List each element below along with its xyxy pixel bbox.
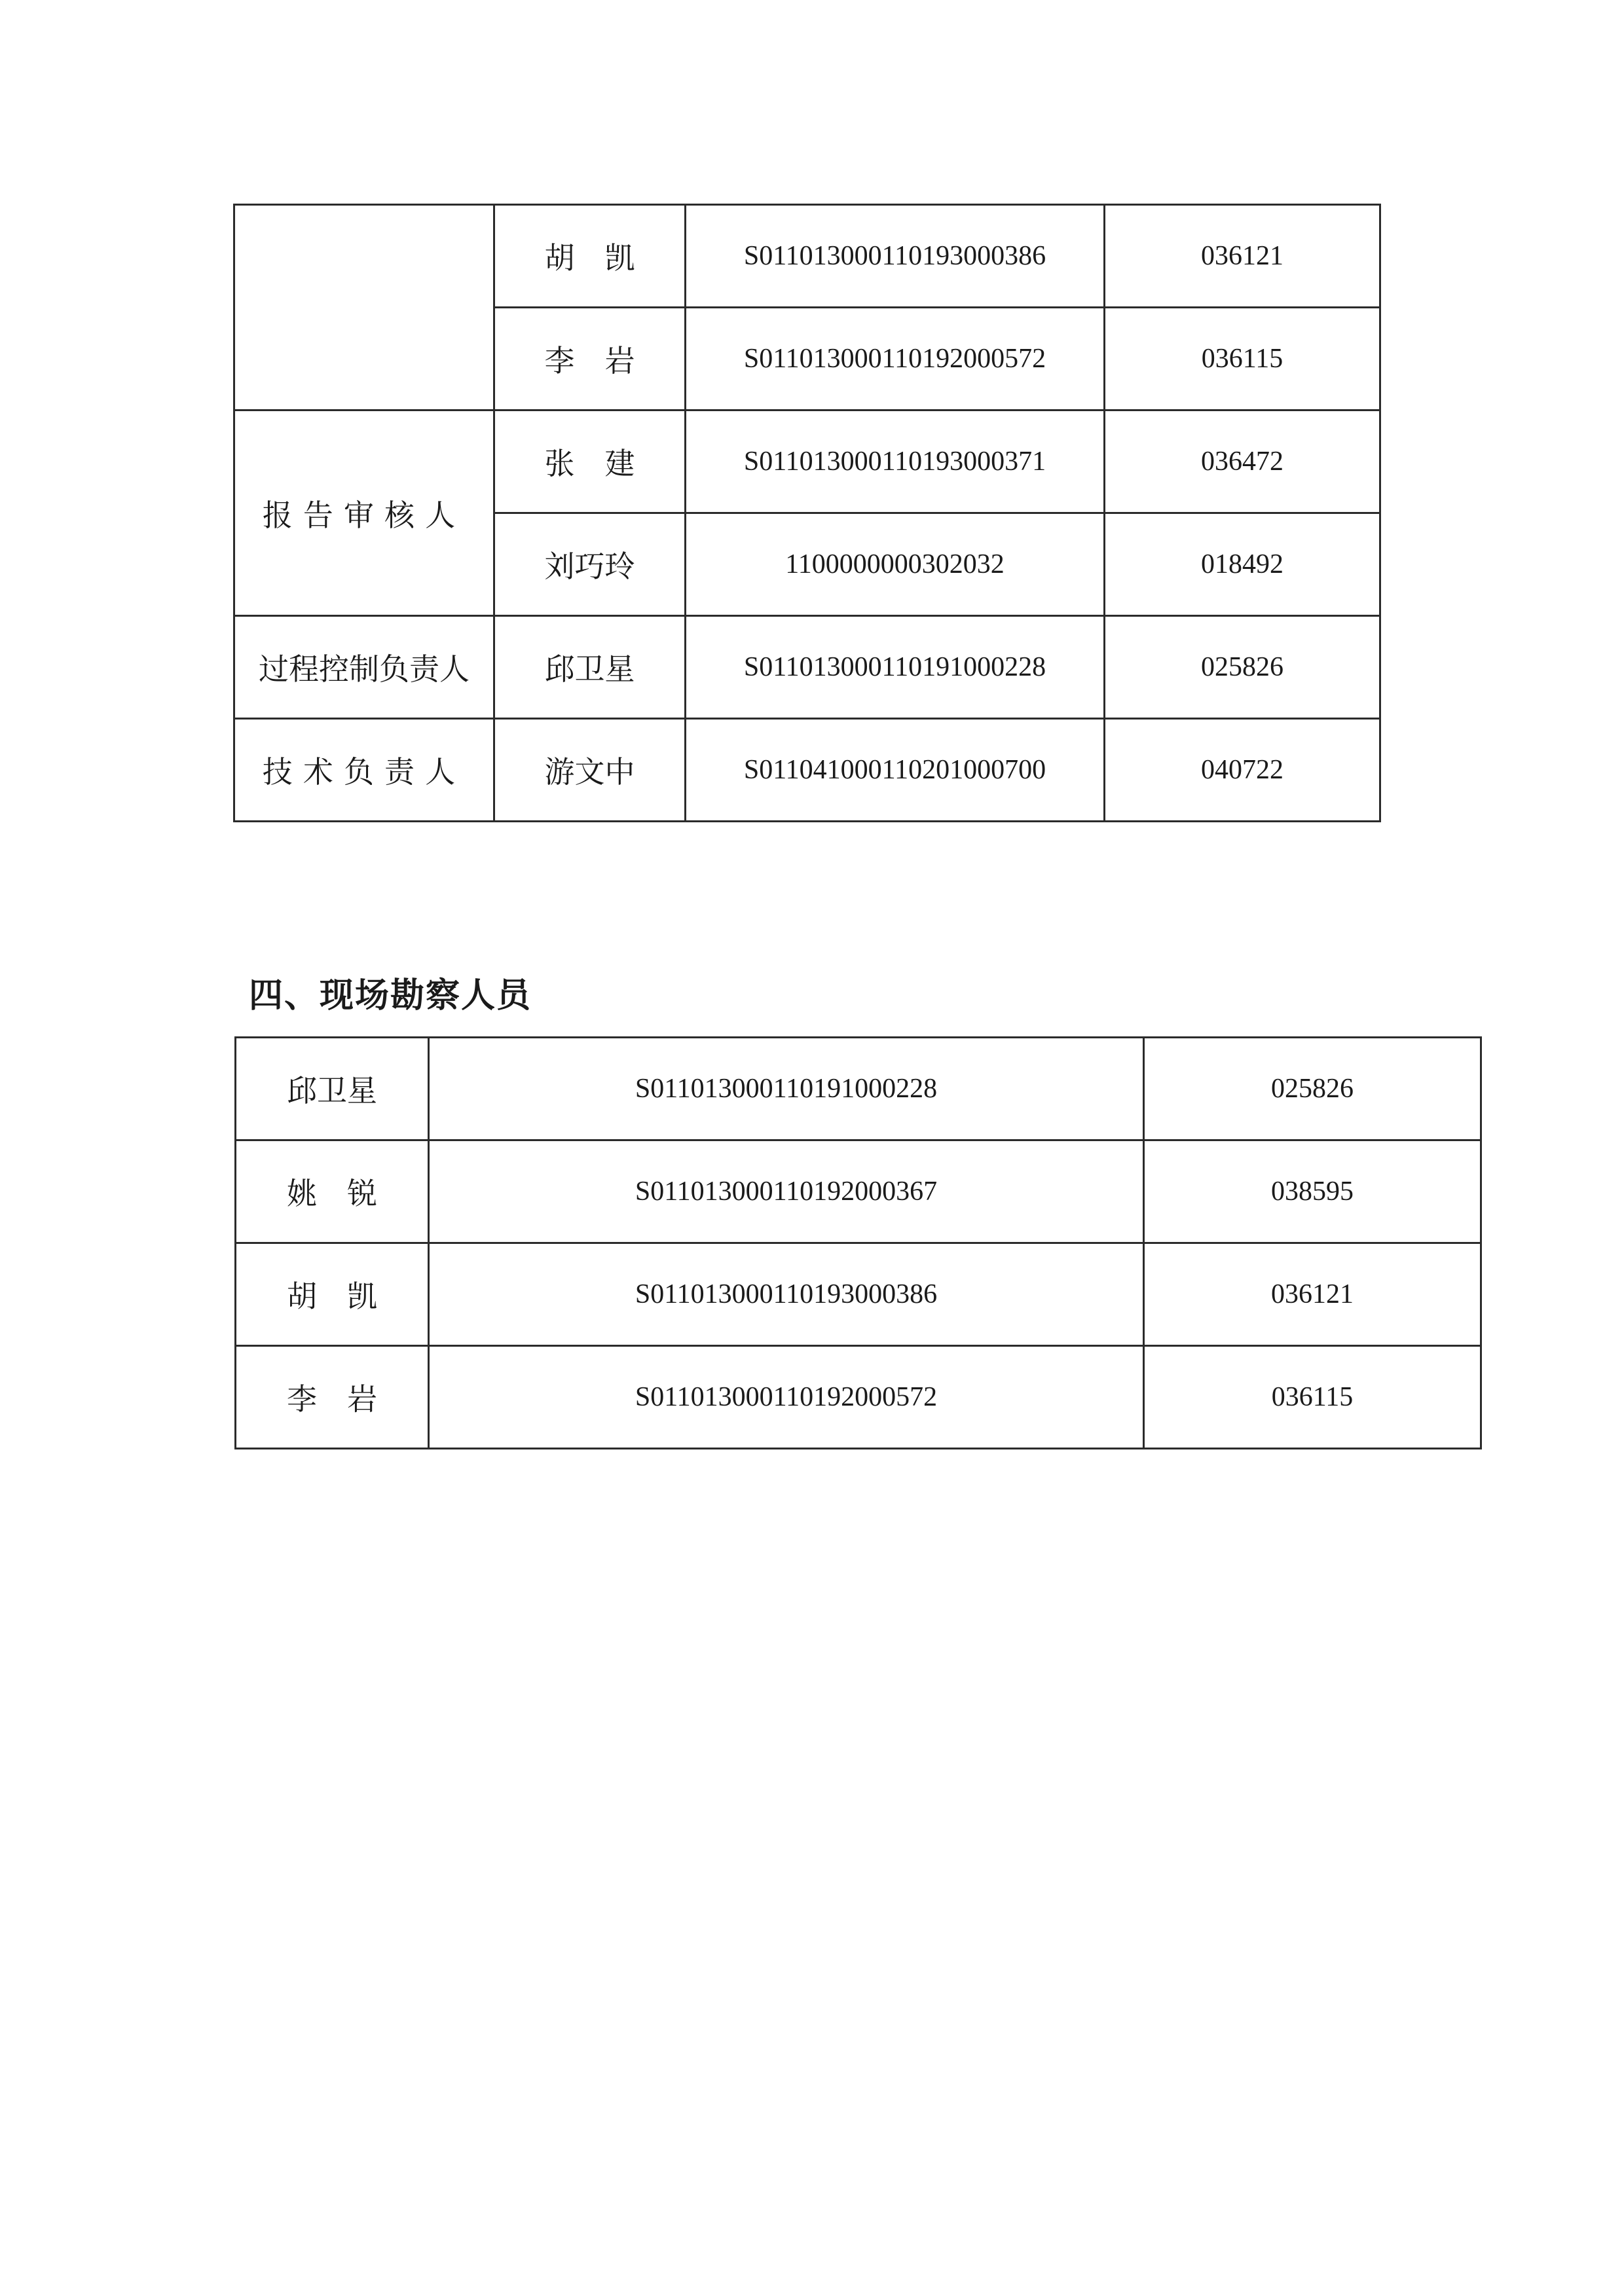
table-row <box>234 719 1380 822</box>
table-row <box>234 410 1380 513</box>
staff-code: 025826 <box>1105 616 1380 719</box>
role-cell: 报告审核人 <box>234 410 494 616</box>
person-name: 李 岩 <box>494 308 686 410</box>
site-survey-table <box>234 1036 1482 1449</box>
table-row <box>236 1346 1481 1449</box>
staff-code: 038595 <box>1144 1140 1481 1243</box>
role-cell <box>234 205 494 410</box>
person-name: 姚 锐 <box>236 1140 429 1243</box>
certificate-number: S011013000110193000371 <box>686 410 1105 513</box>
staff-code: 040722 <box>1105 719 1380 822</box>
person-name: 李 岩 <box>236 1346 429 1449</box>
person-name: 邱卫星 <box>494 616 686 719</box>
section-heading: 四、现场勘察人员 <box>249 976 532 1015</box>
person-name: 游文中 <box>494 719 686 822</box>
role-cell: 过程控制负责人 <box>234 616 494 719</box>
certificate-number: S011013000110191000228 <box>686 616 1105 719</box>
certificate-number: S011013000110191000228 <box>429 1038 1144 1140</box>
certificate-number: 1100000000302032 <box>686 513 1105 616</box>
table-row <box>234 616 1380 719</box>
staff-code: 018492 <box>1105 513 1380 616</box>
staff-code: 036115 <box>1144 1346 1481 1449</box>
staff-code: 036115 <box>1105 308 1380 410</box>
certificate-number: S011013000110193000386 <box>686 205 1105 308</box>
person-name: 刘巧玲 <box>494 513 686 616</box>
person-name: 胡 凯 <box>236 1243 429 1346</box>
staff-code: 025826 <box>1144 1038 1481 1140</box>
table-row <box>236 1038 1481 1140</box>
staff-code: 036472 <box>1105 410 1380 513</box>
role-cell: 技术负责人 <box>234 719 494 822</box>
certificate-number: S011041000110201000700 <box>686 719 1105 822</box>
person-name: 张 建 <box>494 410 686 513</box>
certificate-number: S011013000110192000572 <box>686 308 1105 410</box>
person-name: 邱卫星 <box>236 1038 429 1140</box>
staff-code: 036121 <box>1144 1243 1481 1346</box>
table-row <box>236 1243 1481 1346</box>
certificate-number: S011013000110193000386 <box>429 1243 1144 1346</box>
certificate-number: S011013000110192000367 <box>429 1140 1144 1243</box>
certificate-number: S011013000110192000572 <box>429 1346 1144 1449</box>
staff-code: 036121 <box>1105 205 1380 308</box>
table-row <box>236 1140 1481 1243</box>
person-name: 胡 凯 <box>494 205 686 308</box>
table-row <box>234 205 1380 308</box>
personnel-table <box>233 204 1381 822</box>
